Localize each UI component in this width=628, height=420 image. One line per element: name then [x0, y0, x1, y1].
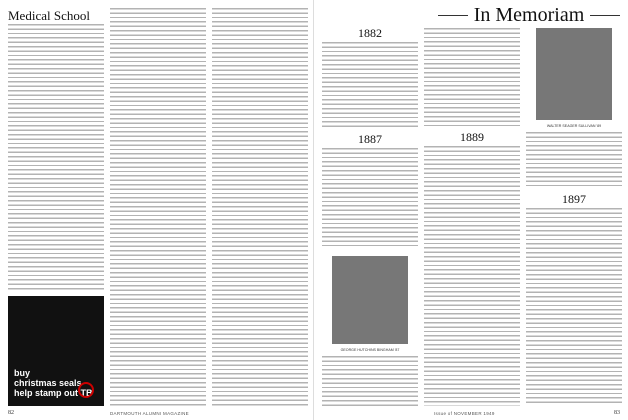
text-column-1b: [322, 148, 418, 248]
text-column-2: [110, 8, 206, 406]
year-heading: 1889: [460, 130, 484, 144]
ad-line-3: help stamp out TB: [14, 388, 93, 398]
text-column-1a: [322, 42, 418, 128]
year-heading: 1882: [358, 26, 382, 40]
caption-bingham: GEORGE HUTCHINS BINGHAM '87: [340, 348, 400, 352]
text-column-2a: [424, 28, 520, 128]
text-column-2b: [424, 146, 520, 406]
year-heading: 1887: [358, 132, 382, 146]
ad-line-2: christmas seals: [14, 378, 82, 388]
ad-line-1: buy: [14, 368, 31, 378]
in-memoriam-title: In Memoriam: [473, 3, 585, 26]
page-footer: Issue of NOVEMBER 1949: [434, 411, 495, 416]
right-page: [314, 0, 628, 420]
page-footer: DARTMOUTH ALUMNI MAGAZINE: [110, 411, 189, 416]
text-column-1: [8, 24, 104, 290]
rule-right: [590, 15, 620, 16]
rule-left: [438, 15, 468, 16]
year-heading: 1897: [562, 192, 586, 206]
page-number: 82: [8, 410, 14, 416]
text-column-3: [212, 8, 308, 406]
portrait-sullivan: [536, 28, 612, 120]
in-memoriam-header: [438, 3, 620, 26]
text-column-1c: [322, 356, 418, 406]
christmas-seals-ad: [8, 296, 104, 406]
seal-icon: [78, 382, 94, 398]
page-number: 83: [614, 410, 620, 416]
text-column-3a: [526, 132, 622, 188]
section-title: Medical School: [8, 8, 90, 23]
text-column-3b: [526, 208, 622, 406]
portrait-bingham: [332, 256, 408, 344]
caption-sullivan: WALTER SEAGER SULLIVAN '89: [546, 124, 602, 128]
